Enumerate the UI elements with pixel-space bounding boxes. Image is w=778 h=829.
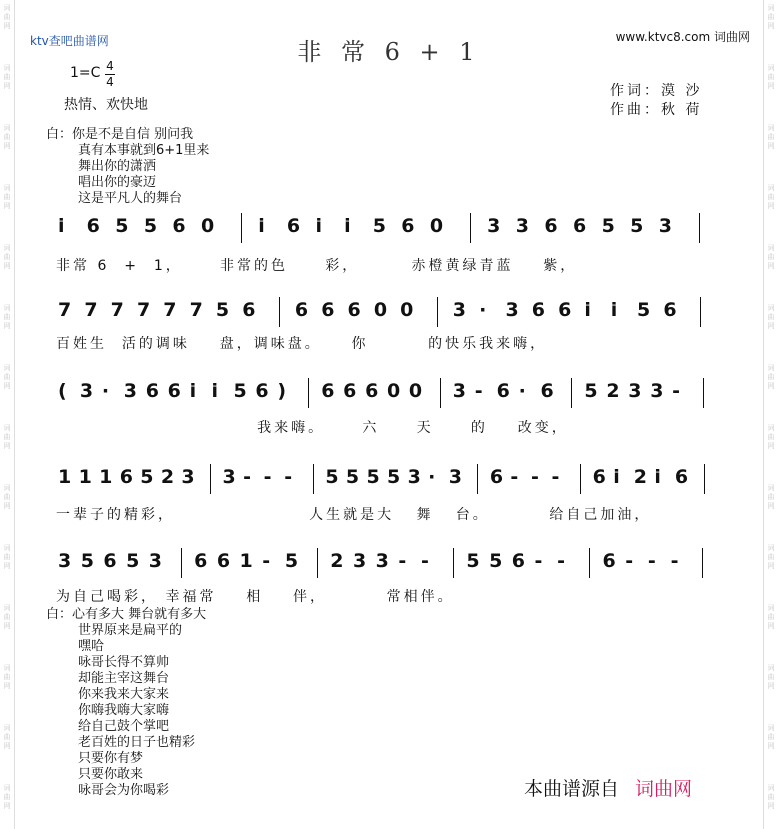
note: 2 (160, 466, 175, 488)
note: 5 (215, 299, 230, 321)
watermark-text: 词 曲 网 (767, 124, 775, 150)
lyric-line: 我来嗨。 六 天 的 改变， (56, 420, 569, 436)
source-brand-link[interactable]: 词曲网 (635, 778, 693, 800)
right-watermark-strip (763, 0, 778, 829)
lyricist-credit: 作词：漠 沙 (610, 83, 703, 99)
note: 1 (239, 550, 253, 572)
note: 6 (255, 380, 269, 402)
note: i (211, 380, 219, 402)
outro-line: 白：心有多大 舞台就有多大 (46, 607, 207, 622)
watermark-text: 词 曲 网 (767, 604, 775, 630)
bar-line (703, 378, 704, 408)
note: 6 (321, 299, 335, 321)
note: 5 (140, 466, 154, 488)
note: 6 (674, 466, 689, 488)
note: 5 (115, 215, 129, 237)
note: ) (277, 380, 287, 402)
note: - (534, 550, 543, 572)
note: - (262, 550, 271, 572)
note: 6 (592, 466, 606, 488)
watermark-text: 词 曲 网 (3, 484, 11, 510)
note: 5 (489, 550, 503, 572)
bar-line (699, 213, 700, 243)
watermark-text: 词 曲 网 (767, 244, 775, 270)
note: 5 (366, 466, 380, 488)
site-url-right[interactable]: www.ktvc8.com 词曲网 (615, 30, 750, 44)
spoken-intro (46, 127, 209, 207)
note: 3 (79, 380, 94, 402)
note: 6 (119, 466, 133, 488)
note: 6 (365, 380, 379, 402)
note: 3 (650, 380, 664, 402)
source-label: 本曲谱源自 (524, 778, 620, 800)
intro-line: 白：你是不是自信 别问我 (46, 127, 194, 142)
note: 5 (601, 215, 615, 237)
watermark-text: 词 曲 网 (3, 64, 11, 90)
note: 5 (233, 380, 247, 402)
bar-line (453, 548, 454, 578)
note: 2 (606, 380, 620, 402)
bar-line (700, 297, 701, 327)
watermark-text: 词 曲 网 (3, 244, 11, 270)
note: i (258, 215, 265, 237)
outro-line: 给自己鼓个掌吧 (78, 719, 170, 734)
time-bottom: 4 (106, 75, 114, 89)
watermark-text: 词 曲 网 (767, 484, 775, 510)
watermark-text: 词 曲 网 (767, 364, 775, 390)
note: 0 (429, 215, 444, 237)
note: 6 (321, 380, 335, 402)
watermark-text: 词 曲 网 (767, 724, 775, 750)
note: - (421, 550, 429, 572)
note: 5 (637, 299, 651, 321)
watermark-text: 词 曲 网 (767, 184, 775, 210)
watermark-text: 词 曲 网 (3, 604, 11, 630)
watermark-text: 词 曲 网 (3, 304, 11, 330)
outro-line: 咏哥长得不算帅 (78, 655, 170, 670)
note: 6 (145, 380, 159, 402)
note: 3 (407, 466, 421, 488)
note: 6 (572, 215, 587, 237)
note: 5 (466, 550, 480, 572)
bar-line (181, 548, 182, 578)
note: · (479, 299, 487, 321)
note: 3 (658, 215, 673, 237)
source-footer (524, 774, 692, 801)
note: 7 (110, 299, 124, 321)
outro-line: 只要你有梦 (78, 751, 144, 766)
watermark-text: 词 曲 网 (767, 664, 775, 690)
lyric-line: 百姓生 活的调味 盘，调味盘。 你 的快乐我来嗨， (56, 336, 548, 352)
time-top: 4 (106, 59, 114, 73)
watermark-text: 词 曲 网 (3, 184, 11, 210)
note: 6 (167, 380, 181, 402)
bar-line (704, 464, 705, 494)
bar-line (477, 464, 478, 494)
watermark-text: 词 曲 网 (3, 124, 11, 150)
note: 3 (58, 550, 72, 572)
composer-credit: 作曲：秋 荷 (610, 102, 703, 118)
note: 6 (216, 550, 231, 572)
note: 5 (325, 466, 339, 488)
note: 3 (452, 380, 467, 402)
note: 6 (86, 215, 100, 237)
note: 6 (347, 299, 361, 321)
note: 6 (544, 215, 558, 237)
bar-line (437, 297, 438, 327)
note: i (613, 466, 620, 488)
note: · (101, 380, 110, 402)
site-logo-left[interactable]: ktv查吧曲谱网 (30, 34, 109, 48)
bar-line (313, 464, 314, 494)
note: i (315, 215, 322, 237)
note: i (58, 215, 65, 237)
watermark-text: 词 曲 网 (3, 724, 11, 750)
mood-marking: 热情、欢快地 (64, 97, 148, 113)
note: - (243, 466, 251, 488)
outro-line: 只要你敢来 (78, 767, 144, 782)
bar-line (470, 213, 471, 243)
note: - (263, 466, 272, 488)
note: 5 (372, 215, 386, 237)
outro-line: 咏哥会为你喝彩 (78, 783, 170, 798)
key-signature: 1=C (70, 65, 101, 81)
note: - (670, 550, 679, 572)
note: - (625, 550, 634, 572)
note: 6 (286, 215, 301, 237)
note: i (344, 215, 351, 237)
bar-line (279, 297, 280, 327)
outro-line: 却能主宰这舞台 (78, 671, 170, 686)
note: 1 (78, 466, 92, 488)
song-title: 非 常 6 + 1 (297, 38, 481, 66)
intro-line: 唱出你的豪迈 (78, 175, 157, 190)
note: - (474, 380, 483, 402)
note: 6 (496, 380, 510, 402)
note: ( (58, 380, 67, 402)
note: 0 (387, 380, 401, 402)
note: 0 (201, 215, 215, 237)
intro-line: 真有本事就到6+1里来 (78, 143, 210, 158)
intro-line: 这是平凡人的舞台 (78, 191, 183, 206)
note: 3 (448, 466, 462, 488)
note: 6 (602, 550, 616, 572)
note: 7 (189, 299, 203, 321)
lyric-line: 非常 6 + 1， 非常的色 彩， 赤橙黄绿青蓝 紫， (56, 258, 578, 274)
watermark-text: 词 曲 网 (3, 664, 11, 690)
note: 0 (400, 299, 414, 321)
bar-line (440, 378, 441, 408)
note: 3 (452, 299, 467, 321)
bar-line (308, 378, 309, 408)
note: 3 (375, 550, 389, 572)
note: 0 (373, 299, 388, 321)
note: 3 (181, 466, 195, 488)
note: 6 (172, 215, 186, 237)
note: 5 (126, 550, 140, 572)
note: 3 (505, 299, 519, 321)
note: - (672, 380, 681, 402)
outro-line: 世界原来是扁平的 (78, 623, 183, 638)
watermark-text: 词 曲 网 (767, 784, 775, 810)
note: 3 (352, 550, 367, 572)
spoken-outro (46, 607, 206, 799)
note: 3 (222, 466, 236, 488)
watermark-text: 词 曲 网 (3, 784, 11, 810)
watermark-text: 词 曲 网 (767, 4, 775, 30)
note: 6 (558, 299, 572, 321)
note: i (189, 380, 197, 402)
watermark-text: 词 曲 网 (3, 424, 11, 450)
lyric-line: 为自己喝彩， 幸福常 相 伴， 常相伴。 (56, 589, 455, 605)
outro-line: 嘿哈 (78, 639, 105, 654)
bar-line (241, 213, 242, 243)
note: 5 (80, 550, 94, 572)
note: 2 (633, 466, 647, 488)
bar-line (210, 464, 211, 494)
outro-line: 老百姓的日子也精彩 (78, 735, 196, 750)
note: 6 (242, 299, 256, 321)
note: 6 (343, 380, 357, 402)
bar-line (589, 548, 590, 578)
note: 5 (143, 215, 158, 237)
note: 7 (136, 299, 151, 321)
note: 3 (148, 550, 162, 572)
note: 7 (58, 299, 72, 321)
note: i (610, 299, 618, 321)
bar-line (571, 378, 572, 408)
note: 6 (663, 299, 677, 321)
lyric-line: 一辈子的精彩， 人生就是大 舞 台。 给自己加油， (56, 507, 652, 523)
note: i (654, 466, 661, 488)
watermark-text: 词 曲 网 (767, 304, 775, 330)
time-signature (104, 60, 116, 89)
note: 6 (401, 215, 415, 237)
note: - (530, 466, 539, 488)
note: - (510, 466, 519, 488)
watermark-text: 词 曲 网 (767, 544, 775, 570)
note: 1 (58, 466, 72, 488)
note: 6 (294, 299, 309, 321)
note: 6 (531, 299, 545, 321)
note: 5 (387, 466, 401, 488)
note: i (584, 299, 591, 321)
note: 6 (489, 466, 504, 488)
outro-line: 你嗨我嗨大家嗨 (78, 703, 170, 718)
note: - (284, 466, 293, 488)
note: 6 (511, 550, 526, 572)
note: 5 (345, 466, 360, 488)
outro-line: 你来我来大家来 (78, 687, 170, 702)
note: 0 (408, 380, 423, 402)
note: 3 (123, 380, 138, 402)
watermark-text: 词 曲 网 (767, 64, 775, 90)
note: 6 (540, 380, 554, 402)
note: 3 (515, 215, 529, 237)
note: 6 (194, 550, 208, 572)
bar-line (702, 548, 703, 578)
note: - (557, 550, 566, 572)
note: · (518, 380, 526, 402)
watermark-text: 词 曲 网 (767, 424, 775, 450)
left-watermark-strip (0, 0, 15, 829)
note: 5 (630, 215, 644, 237)
note: 1 (99, 466, 113, 488)
watermark-text: 词 曲 网 (3, 544, 11, 570)
note: 5 (284, 550, 299, 572)
note: 5 (584, 380, 598, 402)
note: 3 (628, 380, 642, 402)
bar-line (580, 464, 581, 494)
note: 7 (163, 299, 177, 321)
watermark-text: 词 曲 网 (3, 4, 11, 30)
note: · (428, 466, 436, 488)
watermark-text: 词 曲 网 (3, 364, 11, 390)
note: - (551, 466, 560, 488)
note: - (398, 550, 407, 572)
note: - (647, 550, 656, 572)
bar-line (317, 548, 318, 578)
note: 2 (330, 550, 344, 572)
note: 3 (487, 215, 501, 237)
note: 6 (103, 550, 117, 572)
note: 7 (84, 299, 98, 321)
intro-line: 舞出你的潇洒 (78, 159, 157, 174)
